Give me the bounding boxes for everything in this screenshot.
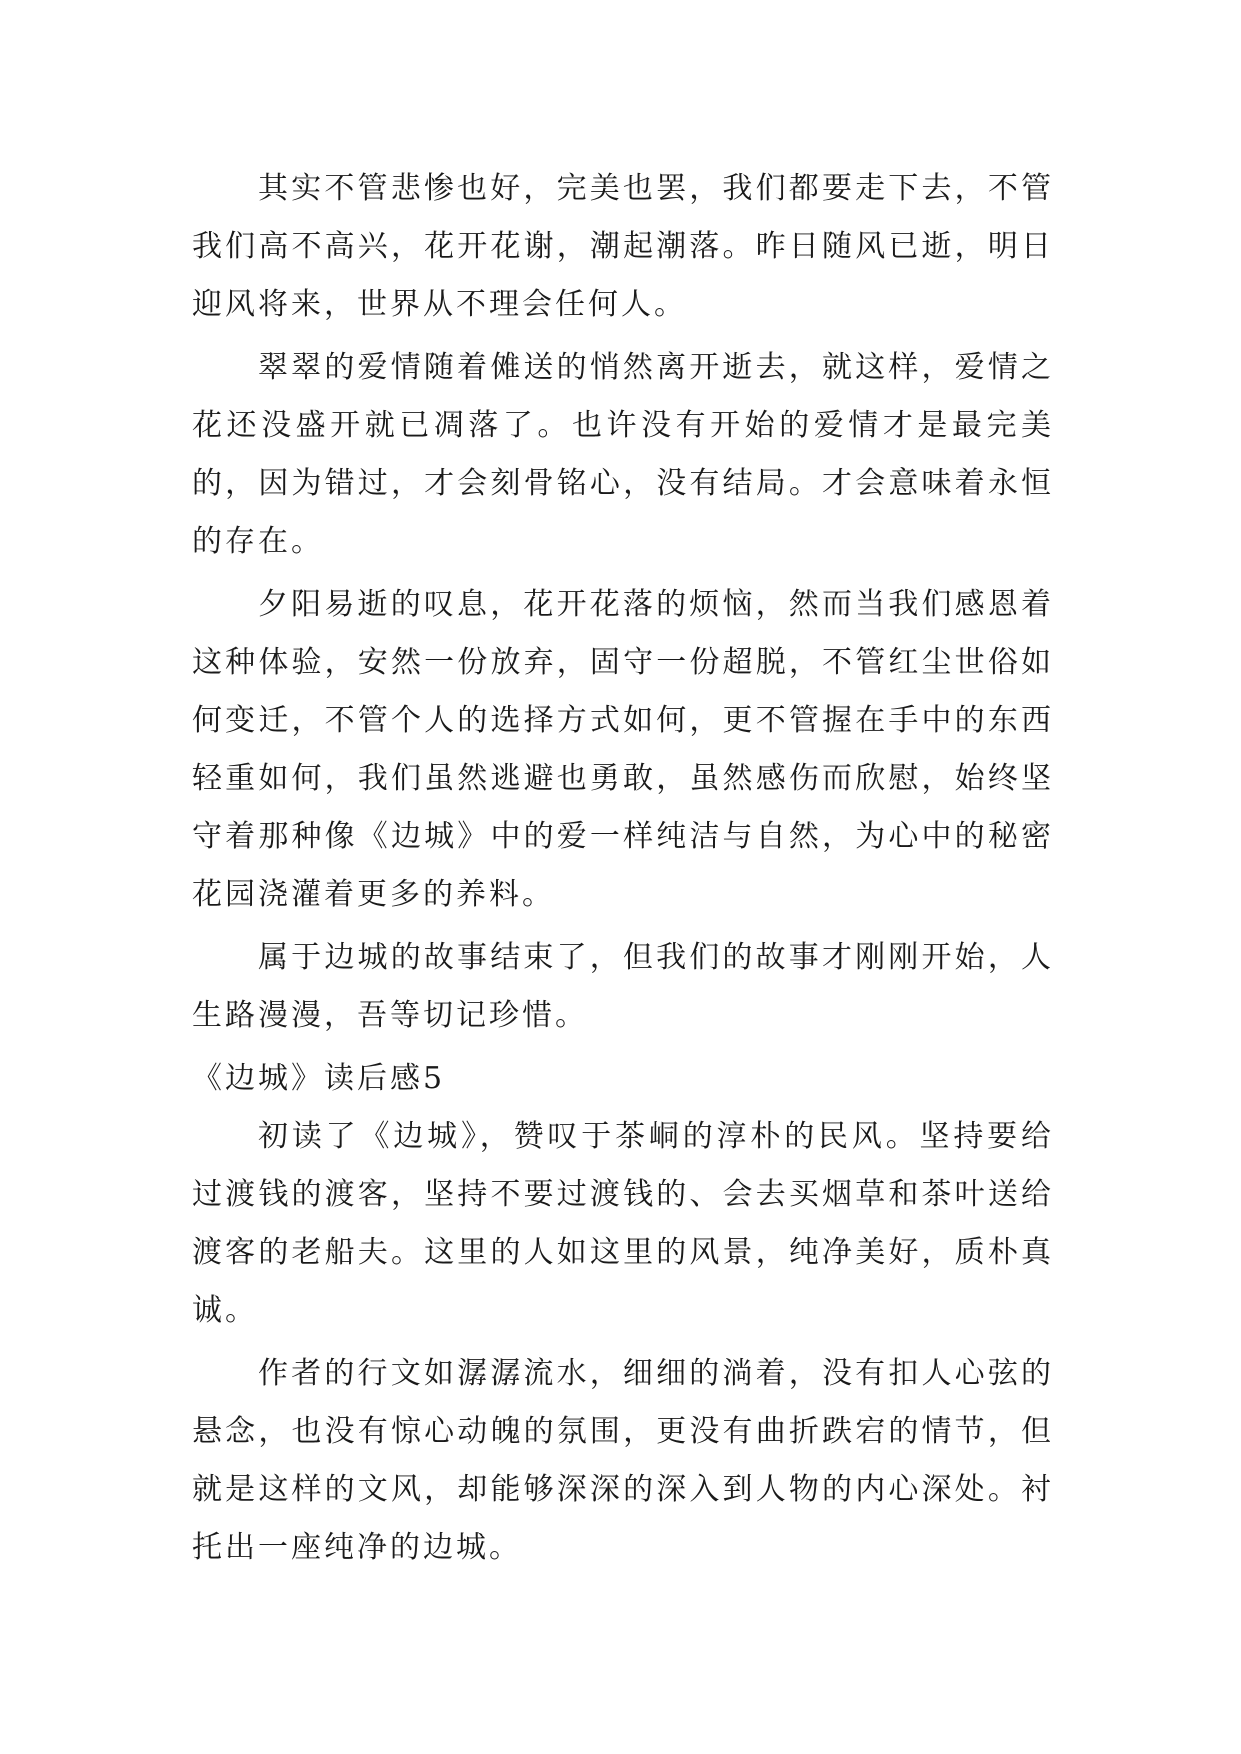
section-heading: 《边城》读后感5 (192, 1061, 446, 1096)
document-body (192, 160, 1054, 1582)
paragraph-6: 作者的行文如潺潺流水，细细的淌着，没有扣人心弦的悬念，也没有惊心动魄的氛围，更没有曲折跌宕的情节，但就是这样的文风，却能够深深的深入到人物的内心深处。衬托出一座纯净的边城。 (192, 1356, 1054, 1565)
paragraph-5: 初读了《边城》，赞叹于茶峒的淳朴的民风。坚持要给过渡钱的渡客，坚持不要过渡钱的、会去买烟草和茶叶送给渡客的老船夫。这里的人如这里的风景，纯净美好，质朴真诚。 (192, 1119, 1054, 1328)
paragraph-4: 属于边城的故事结束了，但我们的故事才刚刚开始，人生路漫漫，吾等切记珍惜。 (192, 940, 1054, 1033)
paragraph-2: 翠翠的爱情随着傩送的悄然离开逝去，就这样，爱情之花还没盛开就已凋落了。也许没有开始的爱情才是最完美的，因为错过，才会刻骨铭心，没有结局。才会意味着永恒的存在。 (192, 350, 1054, 559)
paragraph-3: 夕阳易逝的叹息，花开花落的烦恼，然而当我们感恩着这种体验，安然一份放弃，固守一份超脱，不管红尘世俗如何变迁，不管个人的选择方式如何，更不管握在手中的东西轻重如何，我们虽然逃避也勇敢，虽然感伤而欣慰，始终坚守着那种像《边城》中的爱一样纯洁与自然，为心中的秘密花园浇灌着更多的养料。 (192, 587, 1054, 912)
paragraph-1: 其实不管悲惨也好，完美也罢，我们都要走下去，不管我们高不高兴，花开花谢，潮起潮落。昨日随风已逝，明日迎风将来，世界从不理会任何人。 (192, 171, 1054, 322)
